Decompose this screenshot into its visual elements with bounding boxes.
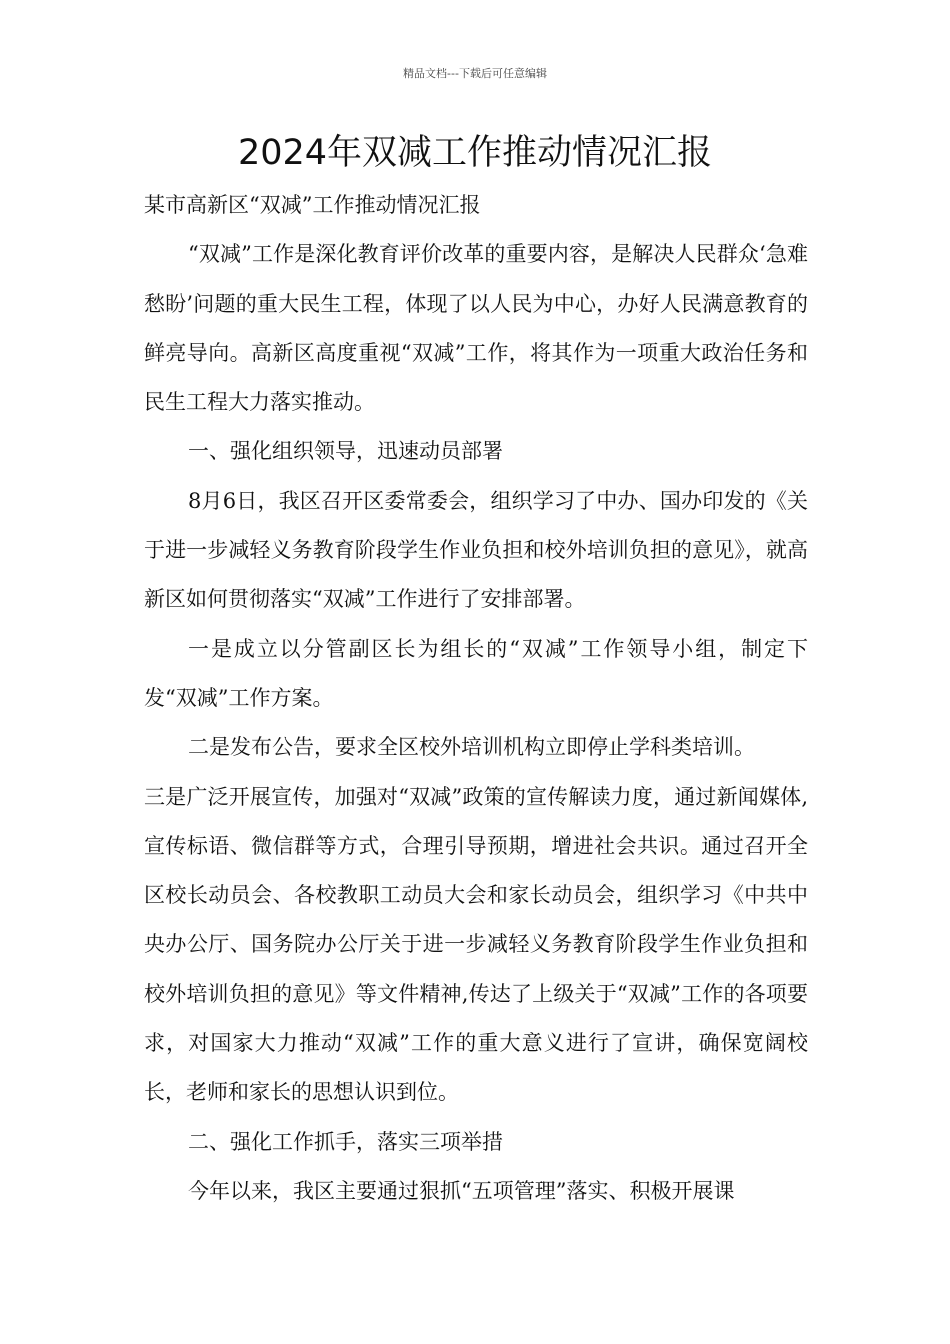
document-body (144, 181, 808, 1216)
section-heading-1: 一、强化组织领导，迅速动员部署 (188, 439, 503, 464)
paragraph-intro: “双减”工作是深化教育评价改革的重要内容，是解决人民群众‘急难愁盼’问题的重大民生工程，体现了以人民为中心，办好人民满意教育的鲜亮导向。高新区高度重视“双减”工作，将其作为一项重大政治任务和民生工程大力落实推动。 (144, 242, 808, 415)
page-header-watermark: 精品文档---下载后可任意编辑 (403, 67, 547, 80)
paragraph-continuation: 今年以来，我区主要通过狠抓“五项管理”落实、积极开展课 (188, 1178, 735, 1203)
paragraph-point-2: 二是发布公告，要求全区校外培训机构立即停止学科类培训。 (188, 735, 755, 760)
paragraph-point-1: 一是成立以分管副区长为组长的“双减”工作领导小组，制定下发“双减”工作方案。 (144, 636, 808, 710)
paragraph-point-3: 三是广泛开展宣传，加强对“双减”政策的宣传解读力度，通过新闻媒体,宣传标语、微信群等方式，合理引导预期，增进社会共识。通过召开全区校长动员会、各校教职工动员大会和家长动员会，组织学习《中共中央办公厅、国务院办公厅关于进一步减轻义务教育阶段学生作业负担和校外培训负担的意见》等文件精神,传达了上级关于“双减”工作的各项要求，对国家大力推动“双减”工作的重大意义进行了宣讲，确保宽阔校长，老师和家长的思想认识到位。 (144, 784, 808, 1105)
document-title: 2024年双减工作推动情况汇报 (237, 133, 713, 173)
section-heading-2: 二、强化工作抓手，落实三项举措 (188, 1129, 503, 1154)
paragraph-subtitle: 某市高新区“双减”工作推动情况汇报 (144, 193, 481, 217)
paragraph-meeting: 8月6日，我区召开区委常委会，组织学习了中办、国办印发的《关于进一步减轻义务教育阶段学生作业负担和校外培训负担的意见》，就高新区如何贯彻落实“双减”工作进行了安排部署。 (144, 488, 808, 612)
